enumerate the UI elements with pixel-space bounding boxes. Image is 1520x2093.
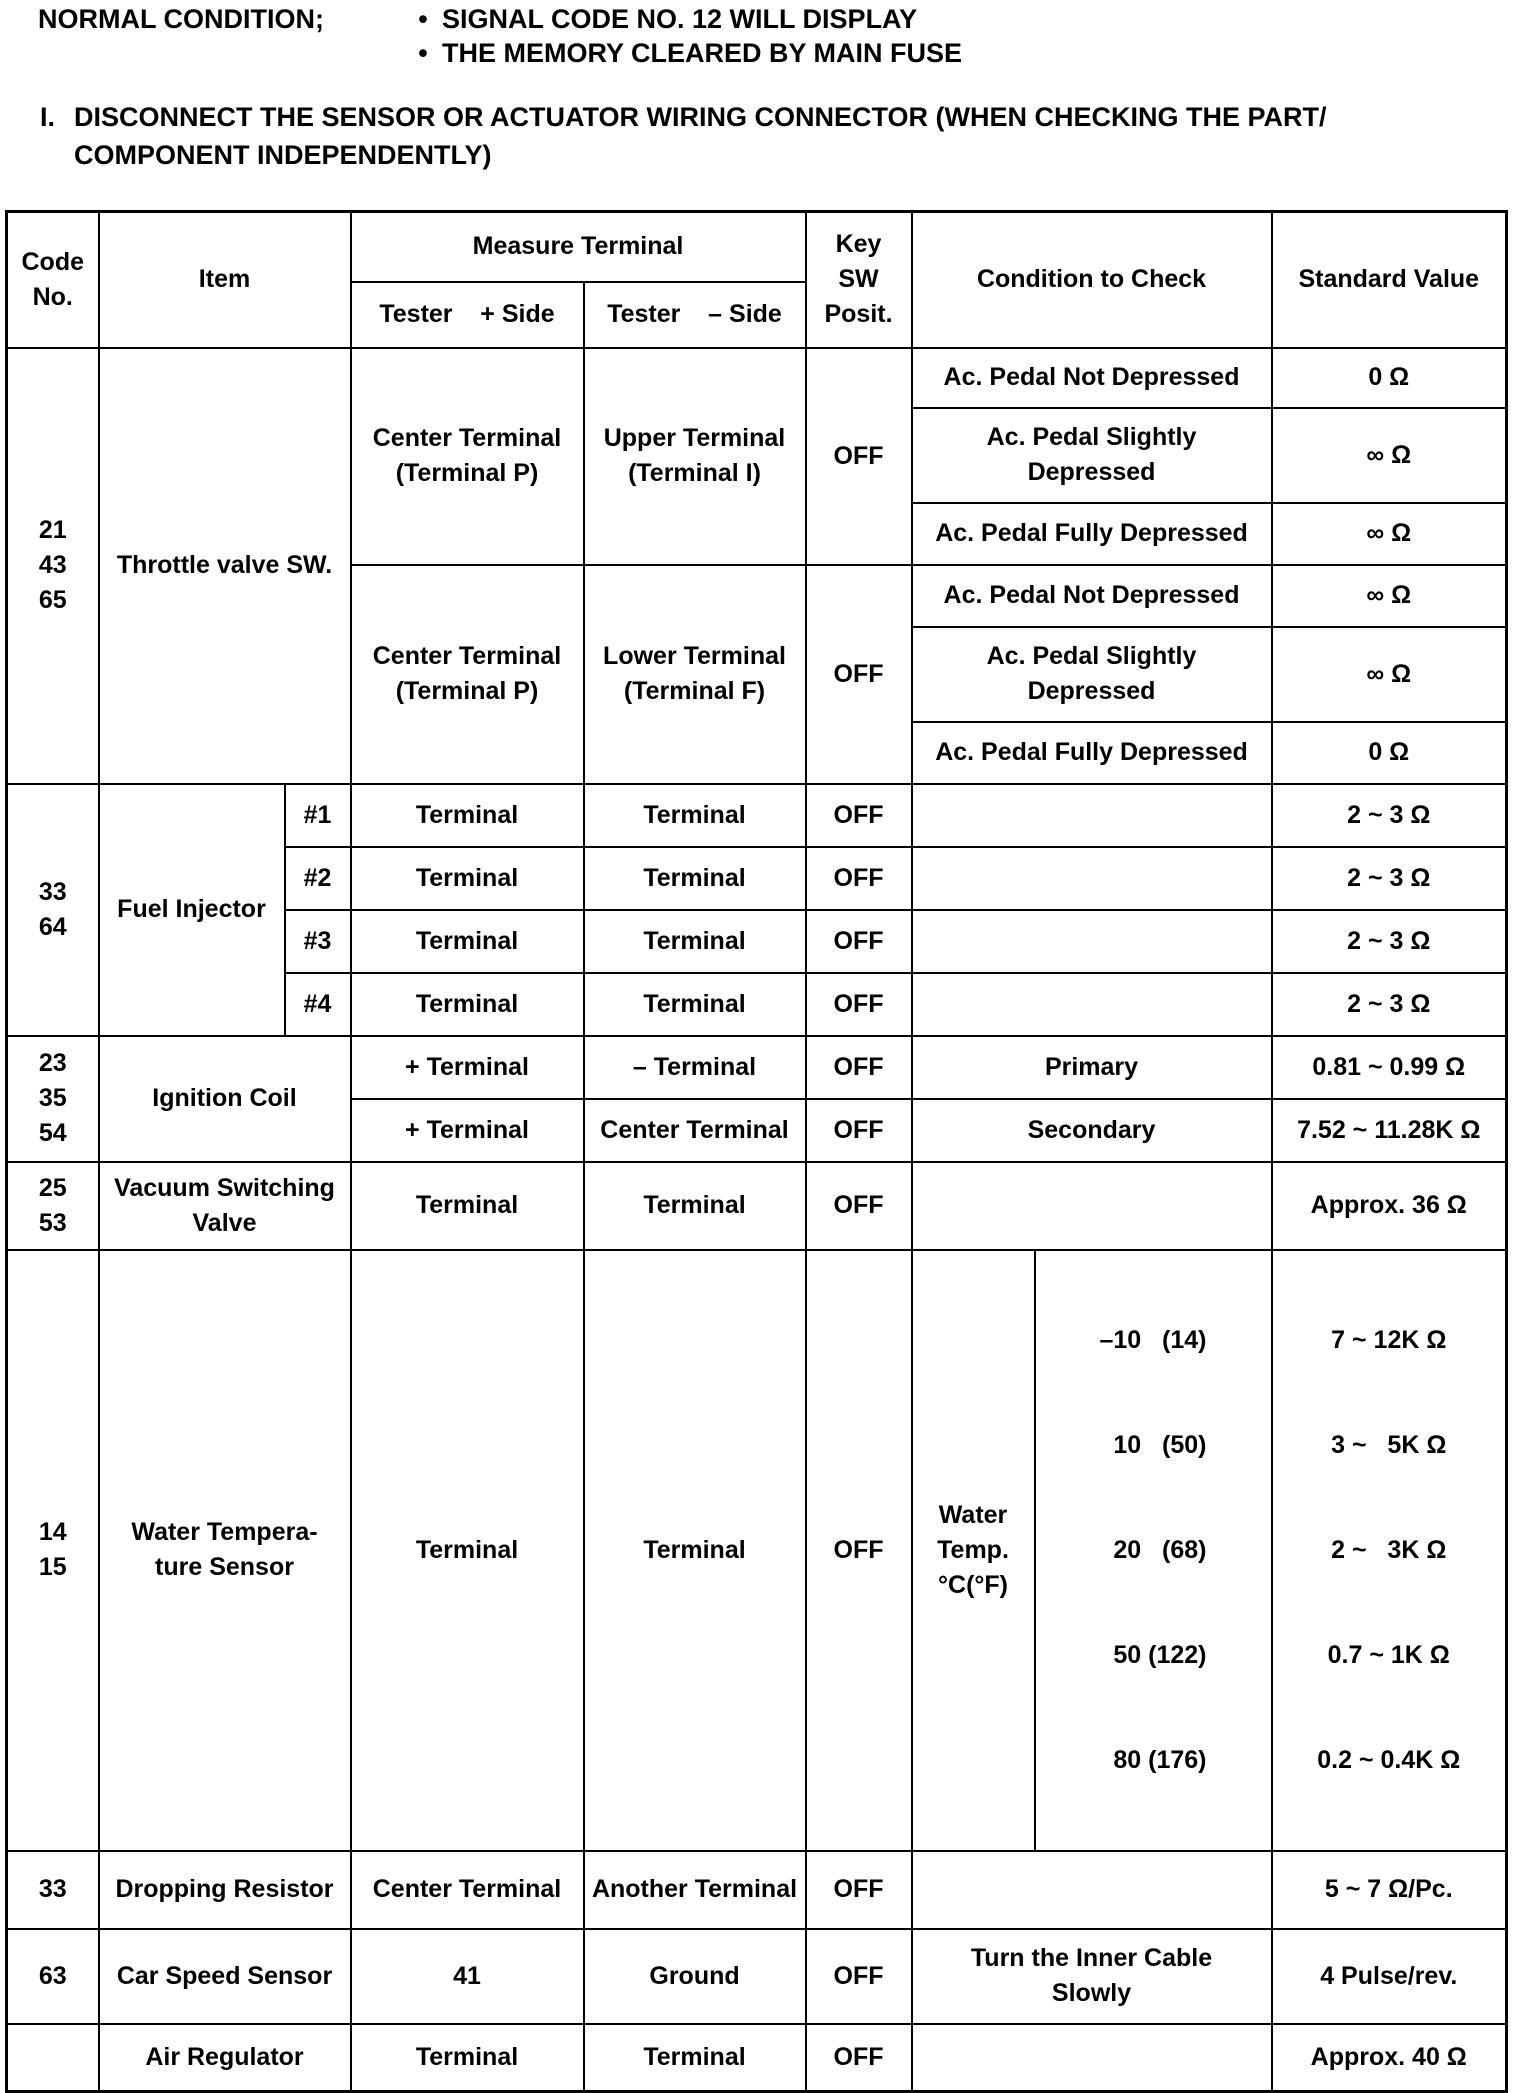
- code-cell: 14 15: [7, 1250, 99, 1851]
- normal-condition-header: [38, 2, 1498, 70]
- condition-cell: [912, 1851, 1272, 1929]
- header-tester-minus: Tester – Side: [584, 282, 806, 348]
- header-code: Code No.: [7, 212, 99, 348]
- header-condition: Condition to Check: [912, 212, 1272, 348]
- tester-plus-cell: + Terminal: [351, 1099, 584, 1162]
- condition-cell: [912, 973, 1272, 1036]
- code-cell: 33 64: [7, 784, 99, 1036]
- standard-value-cell: Approx. 36 Ω: [1272, 1162, 1507, 1250]
- tester-minus-cell: Another Terminal: [584, 1851, 806, 1929]
- code-cell: [7, 2024, 99, 2092]
- standard-value-cell: 2 ~ 3 Ω: [1272, 784, 1507, 847]
- standard-value-cell: 0 Ω: [1272, 348, 1507, 408]
- header-tester-plus: Tester + Side: [351, 282, 584, 348]
- condition-cell: Turn the Inner Cable Slowly: [912, 1929, 1272, 2024]
- water-temp-label: Water Temp. °C(°F): [912, 1250, 1035, 1851]
- condition-cell: [912, 847, 1272, 910]
- item-fuel-injector: Fuel Injector: [99, 784, 285, 1036]
- tester-plus-cell: Terminal: [351, 973, 584, 1036]
- normal-condition-label: NORMAL CONDITION;: [38, 4, 324, 34]
- standard-value-cell: ∞ Ω: [1272, 627, 1507, 722]
- condition-cell: Ac. Pedal Fully Depressed: [912, 503, 1272, 565]
- standard-value-cell: Approx. 40 Ω: [1272, 2024, 1507, 2092]
- tester-plus-cell: Terminal: [351, 1162, 584, 1250]
- condition-cell: Ac. Pedal Slightly Depressed: [912, 627, 1272, 722]
- tester-minus-cell: Lower Terminal (Terminal F): [584, 565, 806, 784]
- tester-plus-cell: Center Terminal (Terminal P): [351, 565, 584, 784]
- tester-plus-cell: Center Terminal (Terminal P): [351, 348, 584, 565]
- code-cell: 33: [7, 1851, 99, 1929]
- header-item: Item: [99, 212, 351, 348]
- standard-value-cell: 0.81 ~ 0.99 Ω: [1272, 1036, 1507, 1099]
- key-sw-cell: OFF: [806, 1099, 912, 1162]
- key-sw-cell: OFF: [806, 910, 912, 973]
- tester-plus-cell: Terminal: [351, 847, 584, 910]
- condition-cell: [912, 784, 1272, 847]
- item-car-speed-sensor: Car Speed Sensor: [99, 1929, 351, 2024]
- instruction-number: I.: [40, 102, 56, 132]
- key-sw-cell: OFF: [806, 847, 912, 910]
- injector-number: #4: [285, 973, 351, 1036]
- key-sw-cell: OFF: [806, 784, 912, 847]
- standard-value-cell: 5 ~ 7 Ω/Pc.: [1272, 1851, 1507, 1929]
- condition-cell: Ac. Pedal Not Depressed: [912, 348, 1272, 408]
- water-temp-list: –10 (14) 10 (50) 20 (68) 50 (122) 80 (176): [1035, 1250, 1272, 1851]
- instruction-line: COMPONENT INDEPENDENTLY): [74, 140, 492, 170]
- tester-minus-cell: Terminal: [584, 910, 806, 973]
- header-standard-value: Standard Value: [1272, 212, 1507, 348]
- tester-minus-cell: Terminal: [584, 973, 806, 1036]
- condition-cell: Secondary: [912, 1099, 1272, 1162]
- tester-minus-cell: Upper Terminal (Terminal I): [584, 348, 806, 565]
- standard-value-cell: 2 ~ 3 Ω: [1272, 973, 1507, 1036]
- condition-item: • SIGNAL CODE NO. 12 WILL DISPLAY: [404, 2, 962, 36]
- key-sw-cell: OFF: [806, 1929, 912, 2024]
- code-cell: 25 53: [7, 1162, 99, 1250]
- item-air-regulator: Air Regulator: [99, 2024, 351, 2092]
- code-cell: 23 35 54: [7, 1036, 99, 1162]
- instruction: [40, 98, 1500, 174]
- condition-cell: Ac. Pedal Fully Depressed: [912, 722, 1272, 784]
- condition-cell: [912, 910, 1272, 973]
- standard-value-cell: 7.52 ~ 11.28K Ω: [1272, 1099, 1507, 1162]
- tester-minus-cell: Terminal: [584, 784, 806, 847]
- standard-value-cell: ∞ Ω: [1272, 408, 1507, 503]
- injector-number: #3: [285, 910, 351, 973]
- tester-plus-cell: Terminal: [351, 784, 584, 847]
- tester-minus-cell: Terminal: [584, 847, 806, 910]
- tester-minus-cell: Ground: [584, 1929, 806, 2024]
- key-sw-cell: OFF: [806, 1162, 912, 1250]
- condition-cell: [912, 2024, 1272, 2092]
- standard-value-cell: 2 ~ 3 Ω: [1272, 847, 1507, 910]
- header-key-sw: Key SW Posit.: [806, 212, 912, 348]
- key-sw-cell: OFF: [806, 2024, 912, 2092]
- tester-plus-cell: 41: [351, 1929, 584, 2024]
- tester-plus-cell: Center Terminal: [351, 1851, 584, 1929]
- condition-item: • THE MEMORY CLEARED BY MAIN FUSE: [404, 36, 962, 70]
- standard-value-cell: 2 ~ 3 Ω: [1272, 910, 1507, 973]
- key-sw-cell: OFF: [806, 1851, 912, 1929]
- tester-minus-cell: – Terminal: [584, 1036, 806, 1099]
- inspection-table: [5, 210, 1508, 2093]
- key-sw-cell: OFF: [806, 348, 912, 565]
- tester-minus-cell: Terminal: [584, 1250, 806, 1851]
- header-measure-terminal: Measure Terminal: [351, 212, 806, 282]
- tester-minus-cell: Terminal: [584, 1162, 806, 1250]
- condition-cell: Ac. Pedal Not Depressed: [912, 565, 1272, 627]
- condition-cell: Ac. Pedal Slightly Depressed: [912, 408, 1272, 503]
- injector-number: #1: [285, 784, 351, 847]
- item-dropping-resistor: Dropping Resistor: [99, 1851, 351, 1929]
- standard-value-cell: 0 Ω: [1272, 722, 1507, 784]
- standard-value-cell: 7 ~ 12K Ω 3 ~ 5K Ω 2 ~ 3K Ω 0.7 ~ 1K Ω 0.2 ~ 0.4K Ω: [1272, 1250, 1507, 1851]
- tester-plus-cell: + Terminal: [351, 1036, 584, 1099]
- item-ignition-coil: Ignition Coil: [99, 1036, 351, 1162]
- code-cell: 63: [7, 1929, 99, 2024]
- condition-cell: [912, 1162, 1272, 1250]
- key-sw-cell: OFF: [806, 1036, 912, 1099]
- item-throttle-valve: Throttle valve SW.: [99, 348, 351, 784]
- item-vacuum-switching-valve: Vacuum Switching Valve: [99, 1162, 351, 1250]
- key-sw-cell: OFF: [806, 973, 912, 1036]
- standard-value-cell: ∞ Ω: [1272, 503, 1507, 565]
- condition-cell: Primary: [912, 1036, 1272, 1099]
- tester-plus-cell: Terminal: [351, 1250, 584, 1851]
- standard-value-cell: 4 Pulse/rev.: [1272, 1929, 1507, 2024]
- standard-value-cell: ∞ Ω: [1272, 565, 1507, 627]
- tester-minus-cell: Center Terminal: [584, 1099, 806, 1162]
- tester-minus-cell: Terminal: [584, 2024, 806, 2092]
- code-cell: 21 43 65: [7, 348, 99, 784]
- tester-plus-cell: Terminal: [351, 2024, 584, 2092]
- injector-number: #2: [285, 847, 351, 910]
- instruction-line: DISCONNECT THE SENSOR OR ACTUATOR WIRING CONNECTOR (WHEN CHECKING THE PART/: [74, 102, 1327, 132]
- tester-plus-cell: Terminal: [351, 910, 584, 973]
- key-sw-cell: OFF: [806, 1250, 912, 1851]
- item-water-temperature-sensor: Water Tempera- ture Sensor: [99, 1250, 351, 1851]
- key-sw-cell: OFF: [806, 565, 912, 784]
